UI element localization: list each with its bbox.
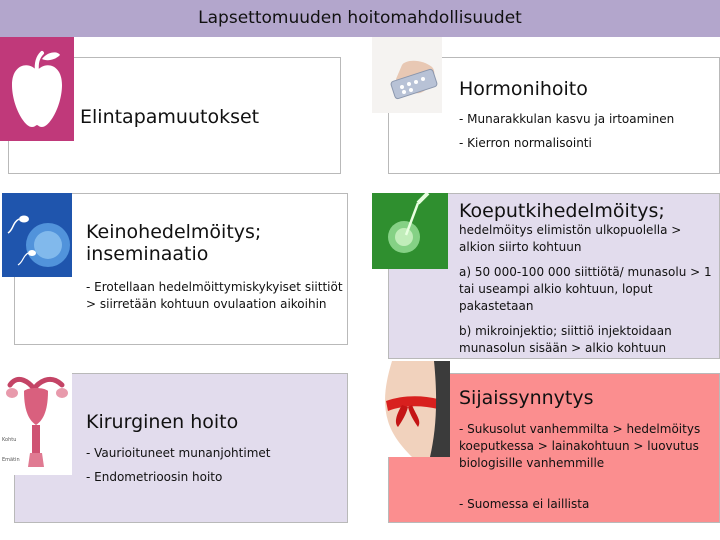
ivf-line-3: b) mikroinjektio; siittiö injektoidaan munasolun sisään > alkio kohtuun — [459, 324, 672, 355]
ivf-line-1: hedelmöitys elimistön ulkopuolella > alkion siirto kohtuun — [459, 223, 682, 254]
surgery-bullet-2: - Endometrioosin hoito — [86, 470, 223, 484]
pregnant-belly-icon — [372, 361, 450, 457]
insemination-bullet-1: - Erotellaan hedelmöittymiskykyiset siittiöt > siirretään kohtuun ovulaation aikoihin — [86, 280, 343, 311]
svg-text:Emätin: Emätin — [2, 457, 20, 463]
surrogacy-bullet-1: - Sukusolut vanhemmilta > hedelmöitys koeputkessa > lainakohtuun > luovutus biologisille vanhemmille — [459, 422, 701, 470]
hormone-bullet-1: - Munarakkulan kasvu ja irtoaminen — [459, 112, 675, 126]
insemination-heading: Keinohedelmöitys; inseminaatio — [86, 221, 262, 265]
surrogacy-bullet-2: - Suomessa ei laillista — [459, 497, 590, 511]
apple-icon — [0, 37, 74, 141]
ivf-needle-icon — [372, 193, 448, 269]
surgery-heading: Kirurginen hoito — [86, 411, 239, 433]
uterus-diagram-icon — [0, 363, 72, 475]
pill-packet-icon — [372, 37, 442, 113]
ivf-line-2: a) 50 000-100 000 siittiötä/ munasolu > 1 tai useampi alkio kohtuun, loput pakastetaan — [459, 265, 712, 313]
hormone-heading: Hormonihoito — [459, 78, 588, 100]
page-title: Lapsettomuuden hoitomahdollisuudet — [198, 8, 522, 28]
surgery-bullet-1: - Vaurioituneet munanjohtimet — [86, 446, 271, 460]
hormone-bullet-2: - Kierron normalisointi — [459, 136, 592, 150]
surrogacy-heading: Sijaissynnytys — [459, 387, 594, 409]
ivf-heading: Koeputkihedelmöitys; — [459, 200, 665, 222]
sperm-cell-icon — [2, 193, 72, 277]
svg-text:Kohtu: Kohtu — [2, 437, 17, 443]
lifestyle-heading: Elintapamuutokset — [80, 106, 260, 128]
